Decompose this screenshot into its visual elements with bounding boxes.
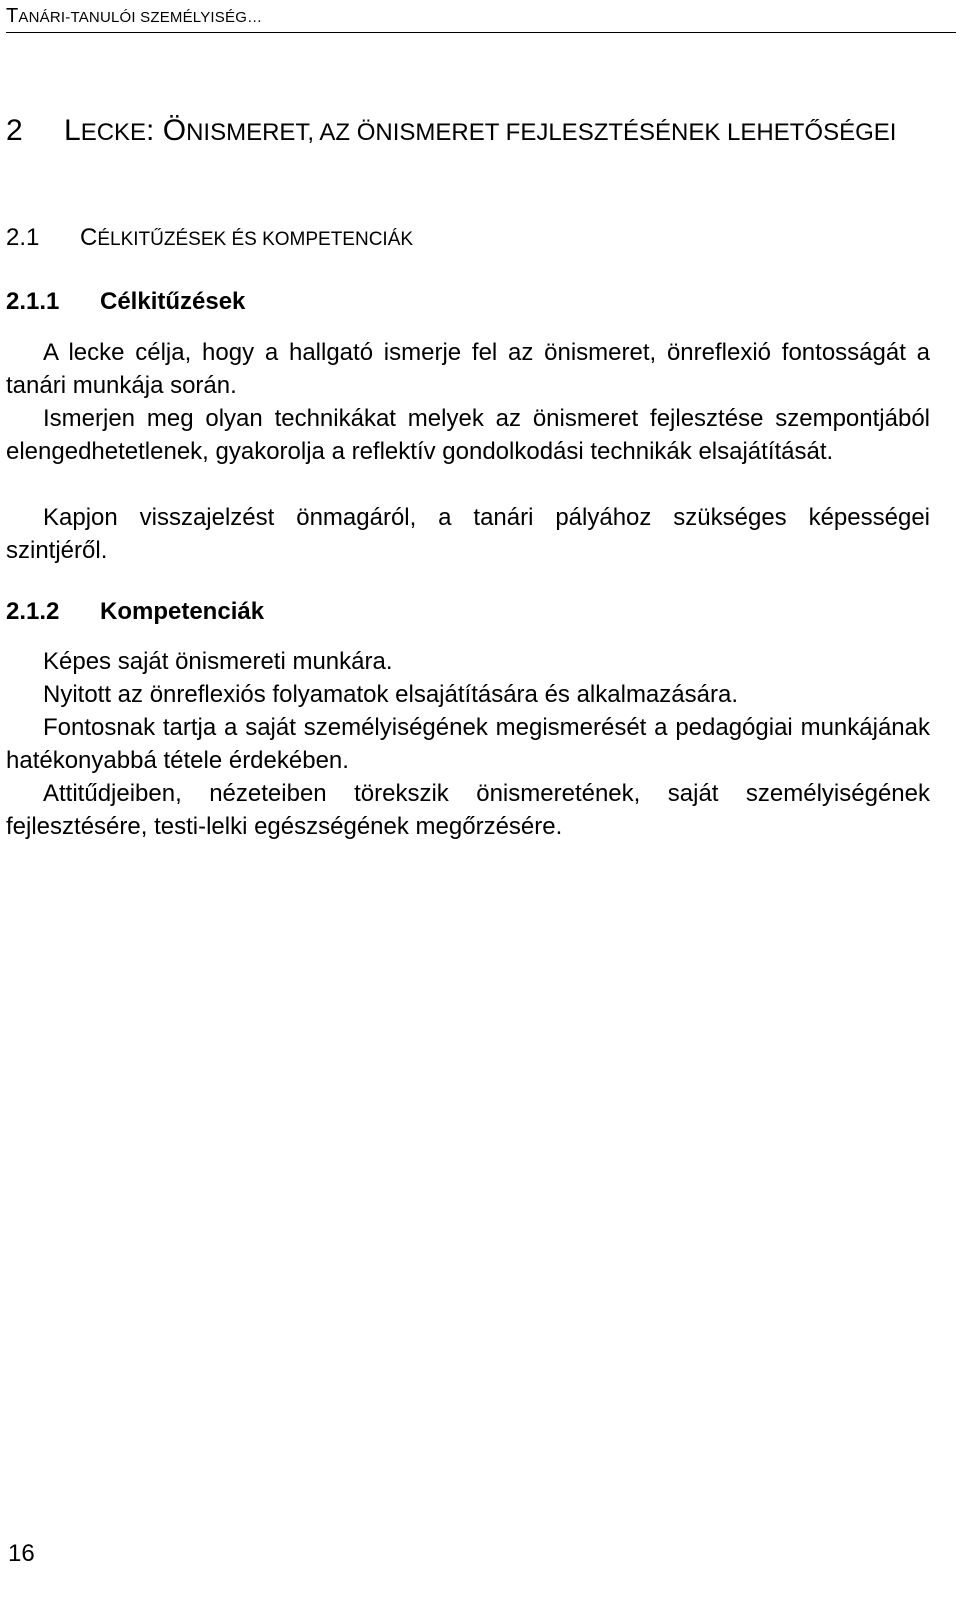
competencies-paragraph-4: Attitűdjeiben, nézeteiben törekszik önismeretének, saját személyiségének fejlesztésére, testi-lelki egészségének megőrzésére. [6, 780, 930, 840]
chapter-number: 2 [6, 114, 23, 147]
chapter-title-part2: NISMERET, AZ ÖNISMERET FEJLESZTÉSÉNEK LEHETŐSÉGEI [186, 119, 897, 146]
chapter-title [64, 110, 946, 154]
subsection-title: Célkitűzések [100, 288, 246, 315]
subsection-number: 2.1.2 [6, 598, 60, 625]
competencies-paragraph-3: Fontosnak tartja a saját személyiségének megismerését a pedagógiai munkájának hatékonyabbá tétele érdekében. [6, 714, 930, 774]
competencies-paragraph-2: Nyitott az önreflexiós folyamatok elsajátítására és alkalmazására. [43, 681, 738, 708]
section-title: ÉLKITŰZÉSEK ÉS KOMPETENCIÁK [97, 229, 414, 250]
subsection-title: Kompetenciák [100, 598, 265, 625]
subsection-heading-goals [6, 286, 245, 318]
running-header-initial: T [6, 5, 19, 27]
running-header-text: ANÁRI-TANULÓI SZEMÉLYISÉG… [18, 9, 263, 26]
goals-paragraph-2: Ismerjen meg olyan technikákat melyek az önismeret fejlesztése szempontjából elengedhetetlenek, gyakorolja a reflektív gondolkodási technikák elsajátítását. [6, 405, 930, 465]
section-heading [6, 222, 413, 256]
goals-paragraph-1: A lecke célja, hogy a hallgató ismerje fel az önismeret, önreflexió fontosságát a tanári munkája során. [6, 339, 930, 399]
subsection-heading-competencies [6, 596, 264, 628]
chapter-title-colon: : Ö [146, 114, 187, 147]
goals-paragraph-3: Kapjon visszajelzést önmagáról, a tanári pályához szükséges képességei szintjéről. [6, 504, 930, 564]
header-rule [6, 32, 956, 33]
competencies-paragraph-1: Képes saját önismereti munkára. [43, 648, 393, 675]
chapter-heading [6, 110, 946, 154]
chapter-title-initial: L [64, 114, 81, 147]
subsection-number: 2.1.1 [6, 288, 60, 315]
chapter-title-part1: ECKE [80, 119, 147, 146]
section-title-initial: C [80, 224, 98, 251]
section-number: 2.1 [6, 224, 40, 251]
page-number: 16 [8, 1540, 35, 1567]
running-header [6, 4, 262, 30]
